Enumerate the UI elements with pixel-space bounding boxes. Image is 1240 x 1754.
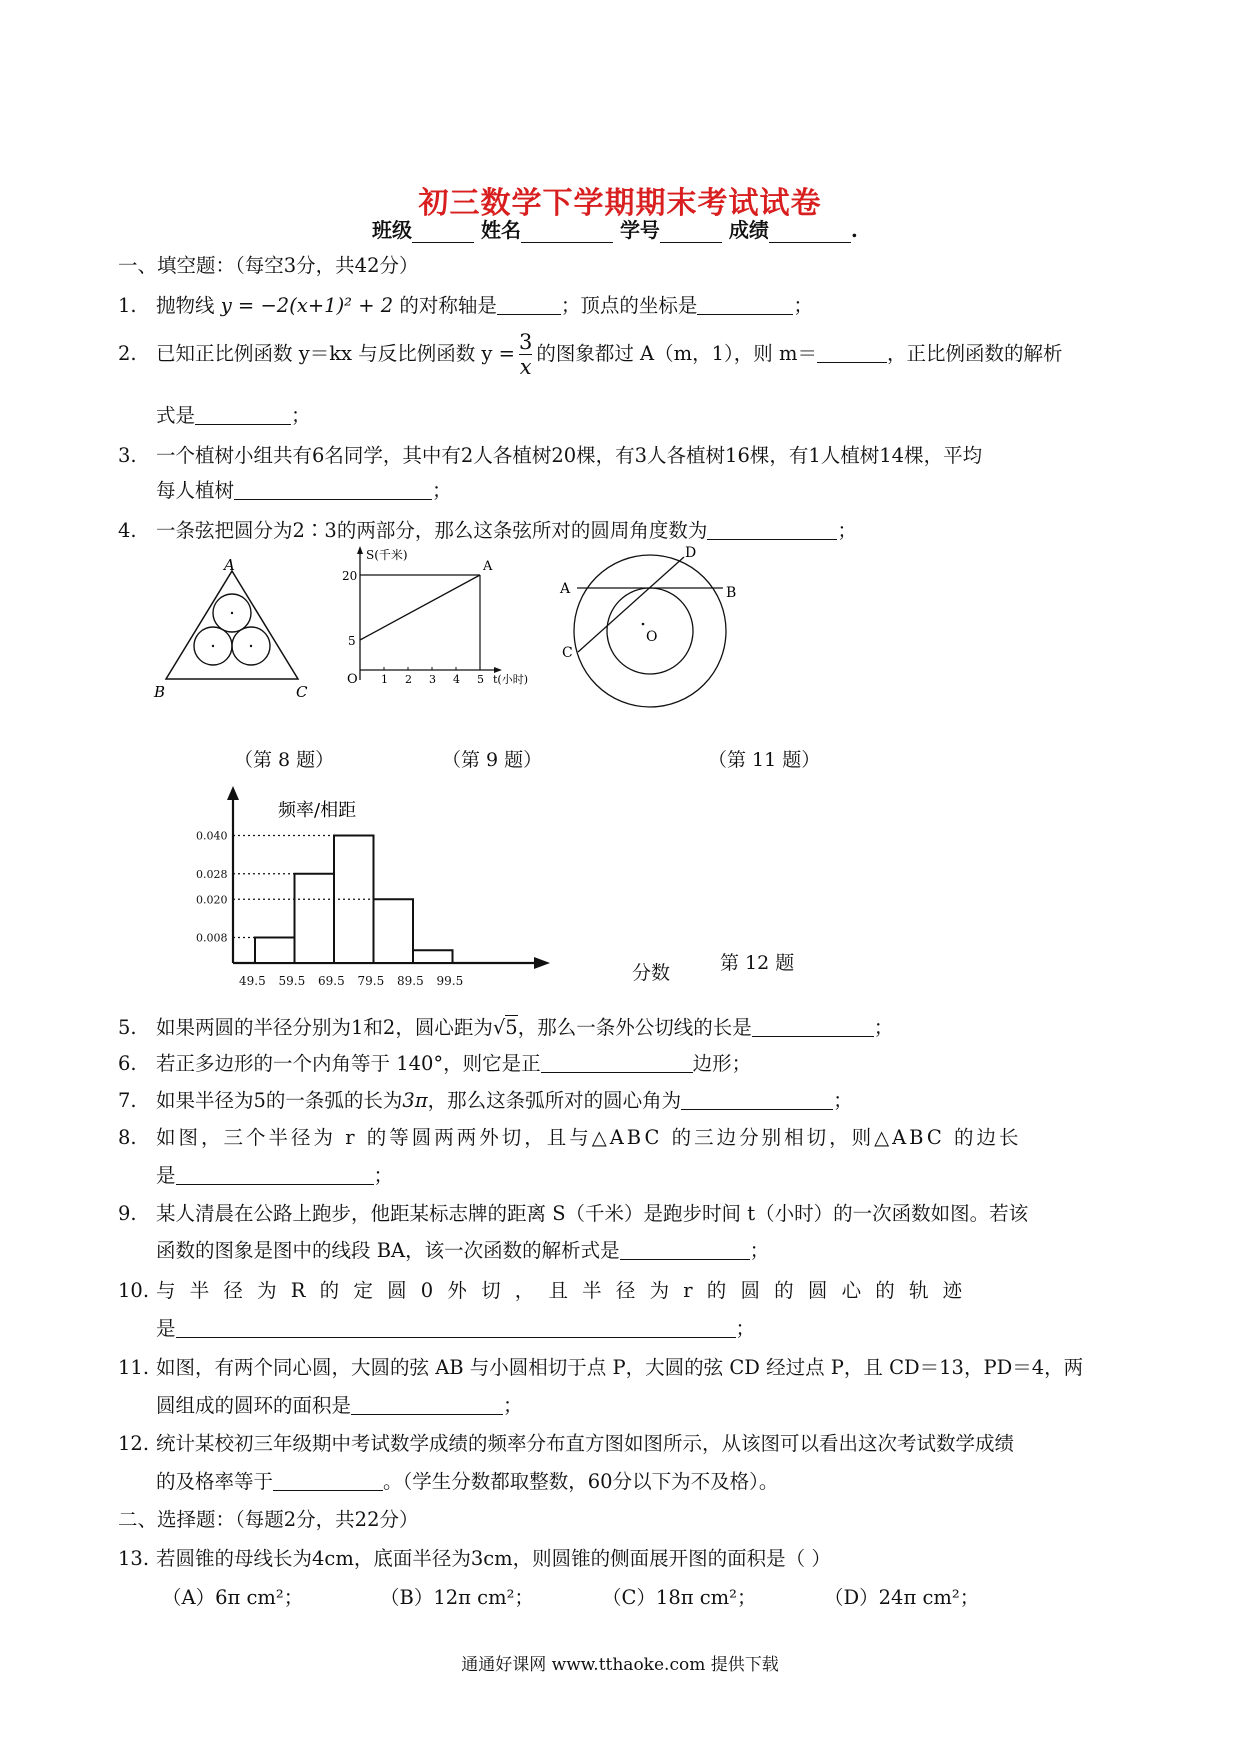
answer-blank[interactable] xyxy=(620,1240,750,1260)
answer-blank[interactable] xyxy=(817,343,887,363)
vertex-b-label: B xyxy=(154,683,166,701)
y-tick-label: 0.040 xyxy=(196,829,228,843)
option-a[interactable]: （A）6π cm²； xyxy=(162,1586,304,1609)
question-6: 6. 若正多边形的一个内角等于 140°，则它是正 边形； xyxy=(118,1052,752,1075)
class-field[interactable] xyxy=(412,222,474,243)
point-b-label: B xyxy=(726,585,737,601)
point-a-label: A xyxy=(483,559,493,574)
fraction: $\frac{3}{x}$ xyxy=(518,330,533,379)
question-4: 4. 一条弦把圆分为2∶3的两部分，那么这条弦所对的圆周角度数为 ； xyxy=(118,519,857,542)
answer-blank[interactable] xyxy=(697,295,793,315)
point-d-label: D xyxy=(685,545,697,561)
score-label: 成绩 xyxy=(728,218,769,242)
y-axis-label: S(千米) xyxy=(366,548,408,562)
x-tick-label: 69.5 xyxy=(318,974,345,988)
option-b[interactable]: （B）12π cm²； xyxy=(380,1586,534,1609)
point-c-label: C xyxy=(562,645,573,661)
option-c[interactable]: （C）18π cm²； xyxy=(602,1586,757,1609)
question-1: 1. 抛物线 y = −2(x+1)² + 2 的对称轴是 ；顶点的坐标是 ； xyxy=(118,294,813,317)
answer-blank[interactable] xyxy=(273,1471,383,1491)
y-axis-arrow xyxy=(227,786,239,800)
origin-label: O xyxy=(347,672,358,687)
name-label: 姓名 xyxy=(480,218,521,242)
option-d[interactable]: （D）24π cm²； xyxy=(824,1586,980,1609)
point-a-label: A xyxy=(560,581,571,597)
question-3: 3. 一个植树小组共有6名同学，其中有2人各植树20棵，有3人各植树16棵，有1人植树14棵，平均 xyxy=(118,444,983,467)
page-title: 初三数学下学期期末考试试卷 xyxy=(418,186,822,221)
figure-9-caption: （第 9 题） xyxy=(442,749,543,771)
question-9: 9. 某人清晨在公路上跑步，他距某标志牌的距离 S（千米）是跑步时间 t（小时）的一次函数如图。若该 xyxy=(118,1202,1029,1225)
y-tick-label: 0.008 xyxy=(196,931,228,945)
answer-blank[interactable] xyxy=(195,405,291,425)
footer: 通通好课网 www.tthaoke.com 提供下载 xyxy=(461,1655,779,1675)
score-field[interactable] xyxy=(769,222,851,243)
question-13: 13. 若圆锥的母线长为4cm，底面半径为3cm，则圆锥的侧面展开图的面积是（ ） xyxy=(118,1547,831,1570)
x-tick-label: 49.5 xyxy=(239,974,266,988)
formula: y = −2(x+1)² + 2 xyxy=(220,294,394,317)
histogram-bar xyxy=(374,899,414,963)
x-axis-label: t(小时) xyxy=(493,673,529,686)
question-2: 2. 已知正比例函数 y＝kx 与反比例函数 y = $\frac{3}{x}$ 的图象都过 A（m，1），则 m＝ ，正比例函数的解析 xyxy=(118,330,1063,379)
x-tick-label: 2 xyxy=(405,673,412,686)
question-8: 8. 如图，三个半径为 r 的等圆两两外切，且与△ABC 的三边分别相切，则△ABC 的边长 xyxy=(118,1126,1022,1149)
question-11: 11. 如图，有两个同心圆，大圆的弦 AB 与小圆相切于点 P，大圆的弦 CD 经过点 P，且 CD＝13，PD＝4，两 xyxy=(118,1356,1084,1379)
x-tick-label: 4 xyxy=(453,673,460,686)
x-tick-label: 79.5 xyxy=(357,974,385,988)
x-tick-label: 3 xyxy=(429,673,436,686)
y-tick-label: 0.028 xyxy=(196,867,228,881)
figure-11-concentric-circles xyxy=(550,535,750,710)
question-7: 7. 如果半径为5的一条弧的长为3π，那么这条弧所对的圆心角为 ； xyxy=(118,1089,853,1112)
histogram-chart xyxy=(196,780,640,995)
question-5: 5. 如果两圆的半径分别为1和2，圆心距为√5，那么一条外公切线的长是 ； xyxy=(118,1016,894,1039)
figure-8-triangle xyxy=(150,555,320,705)
answer-blank[interactable] xyxy=(351,1395,503,1415)
x-tick-label: 1 xyxy=(381,673,388,686)
figure-11-caption: （第 11 题） xyxy=(708,749,821,771)
center-o-label: O xyxy=(646,629,658,645)
question-10: 10. 与 半 径 为 R 的 定 圆 0 外 切 ， 且 半 径 为 r 的 圆 的 圆 心 的 轨 迹 xyxy=(118,1279,967,1302)
section-1-heading: 一、填空题：（每空3分，共42分） xyxy=(118,254,419,277)
y-axis-label: 频率/相距 xyxy=(278,800,357,821)
x-tick-label: 89.5 xyxy=(397,974,424,988)
name-field[interactable] xyxy=(521,222,613,243)
answer-blank[interactable] xyxy=(752,1017,874,1037)
answer-blank[interactable] xyxy=(234,480,432,500)
histogram-bar xyxy=(295,874,335,963)
section-2-heading: 二、选择题：（每题2分，共22分） xyxy=(118,1508,419,1531)
vertex-a-label: A xyxy=(224,556,235,574)
histogram-bar xyxy=(413,950,453,963)
y-tick: 20 xyxy=(342,569,358,583)
vertex-c-label: C xyxy=(296,683,308,701)
id-label: 学号 xyxy=(619,218,660,242)
x-tick-label: 59.5 xyxy=(278,974,306,988)
histogram-bar xyxy=(255,938,295,964)
x-tick-label: 99.5 xyxy=(436,974,464,988)
figure-9-graph xyxy=(340,540,550,690)
answer-blank[interactable] xyxy=(541,1053,693,1073)
class-label: 班级 xyxy=(372,218,412,242)
answer-blank[interactable] xyxy=(176,1165,374,1185)
x-axis-arrow xyxy=(534,957,550,969)
answer-blank[interactable] xyxy=(176,1318,736,1338)
x-axis-label: 分数 xyxy=(632,962,671,984)
id-field[interactable] xyxy=(660,222,722,243)
answer-blank[interactable] xyxy=(681,1090,833,1110)
y-tick: 5 xyxy=(348,634,356,648)
x-tick-label: 5 xyxy=(477,673,484,686)
answer-blank[interactable] xyxy=(497,295,561,315)
figure-8-caption: （第 8 题） xyxy=(234,749,335,771)
y-tick-label: 0.020 xyxy=(196,893,228,907)
sqrt-symbol: √ xyxy=(492,1016,506,1039)
question-13-options xyxy=(162,1582,979,1610)
question-12: 12. 统计某校初三年级期中考试数学成绩的频率分布直方图如图所示，从该图可以看出这次考试数学成绩 xyxy=(118,1432,1015,1455)
figure-12-caption: 第 12 题 xyxy=(720,952,795,974)
student-info-line: 班级 姓名 学号 成绩 . xyxy=(372,218,858,242)
